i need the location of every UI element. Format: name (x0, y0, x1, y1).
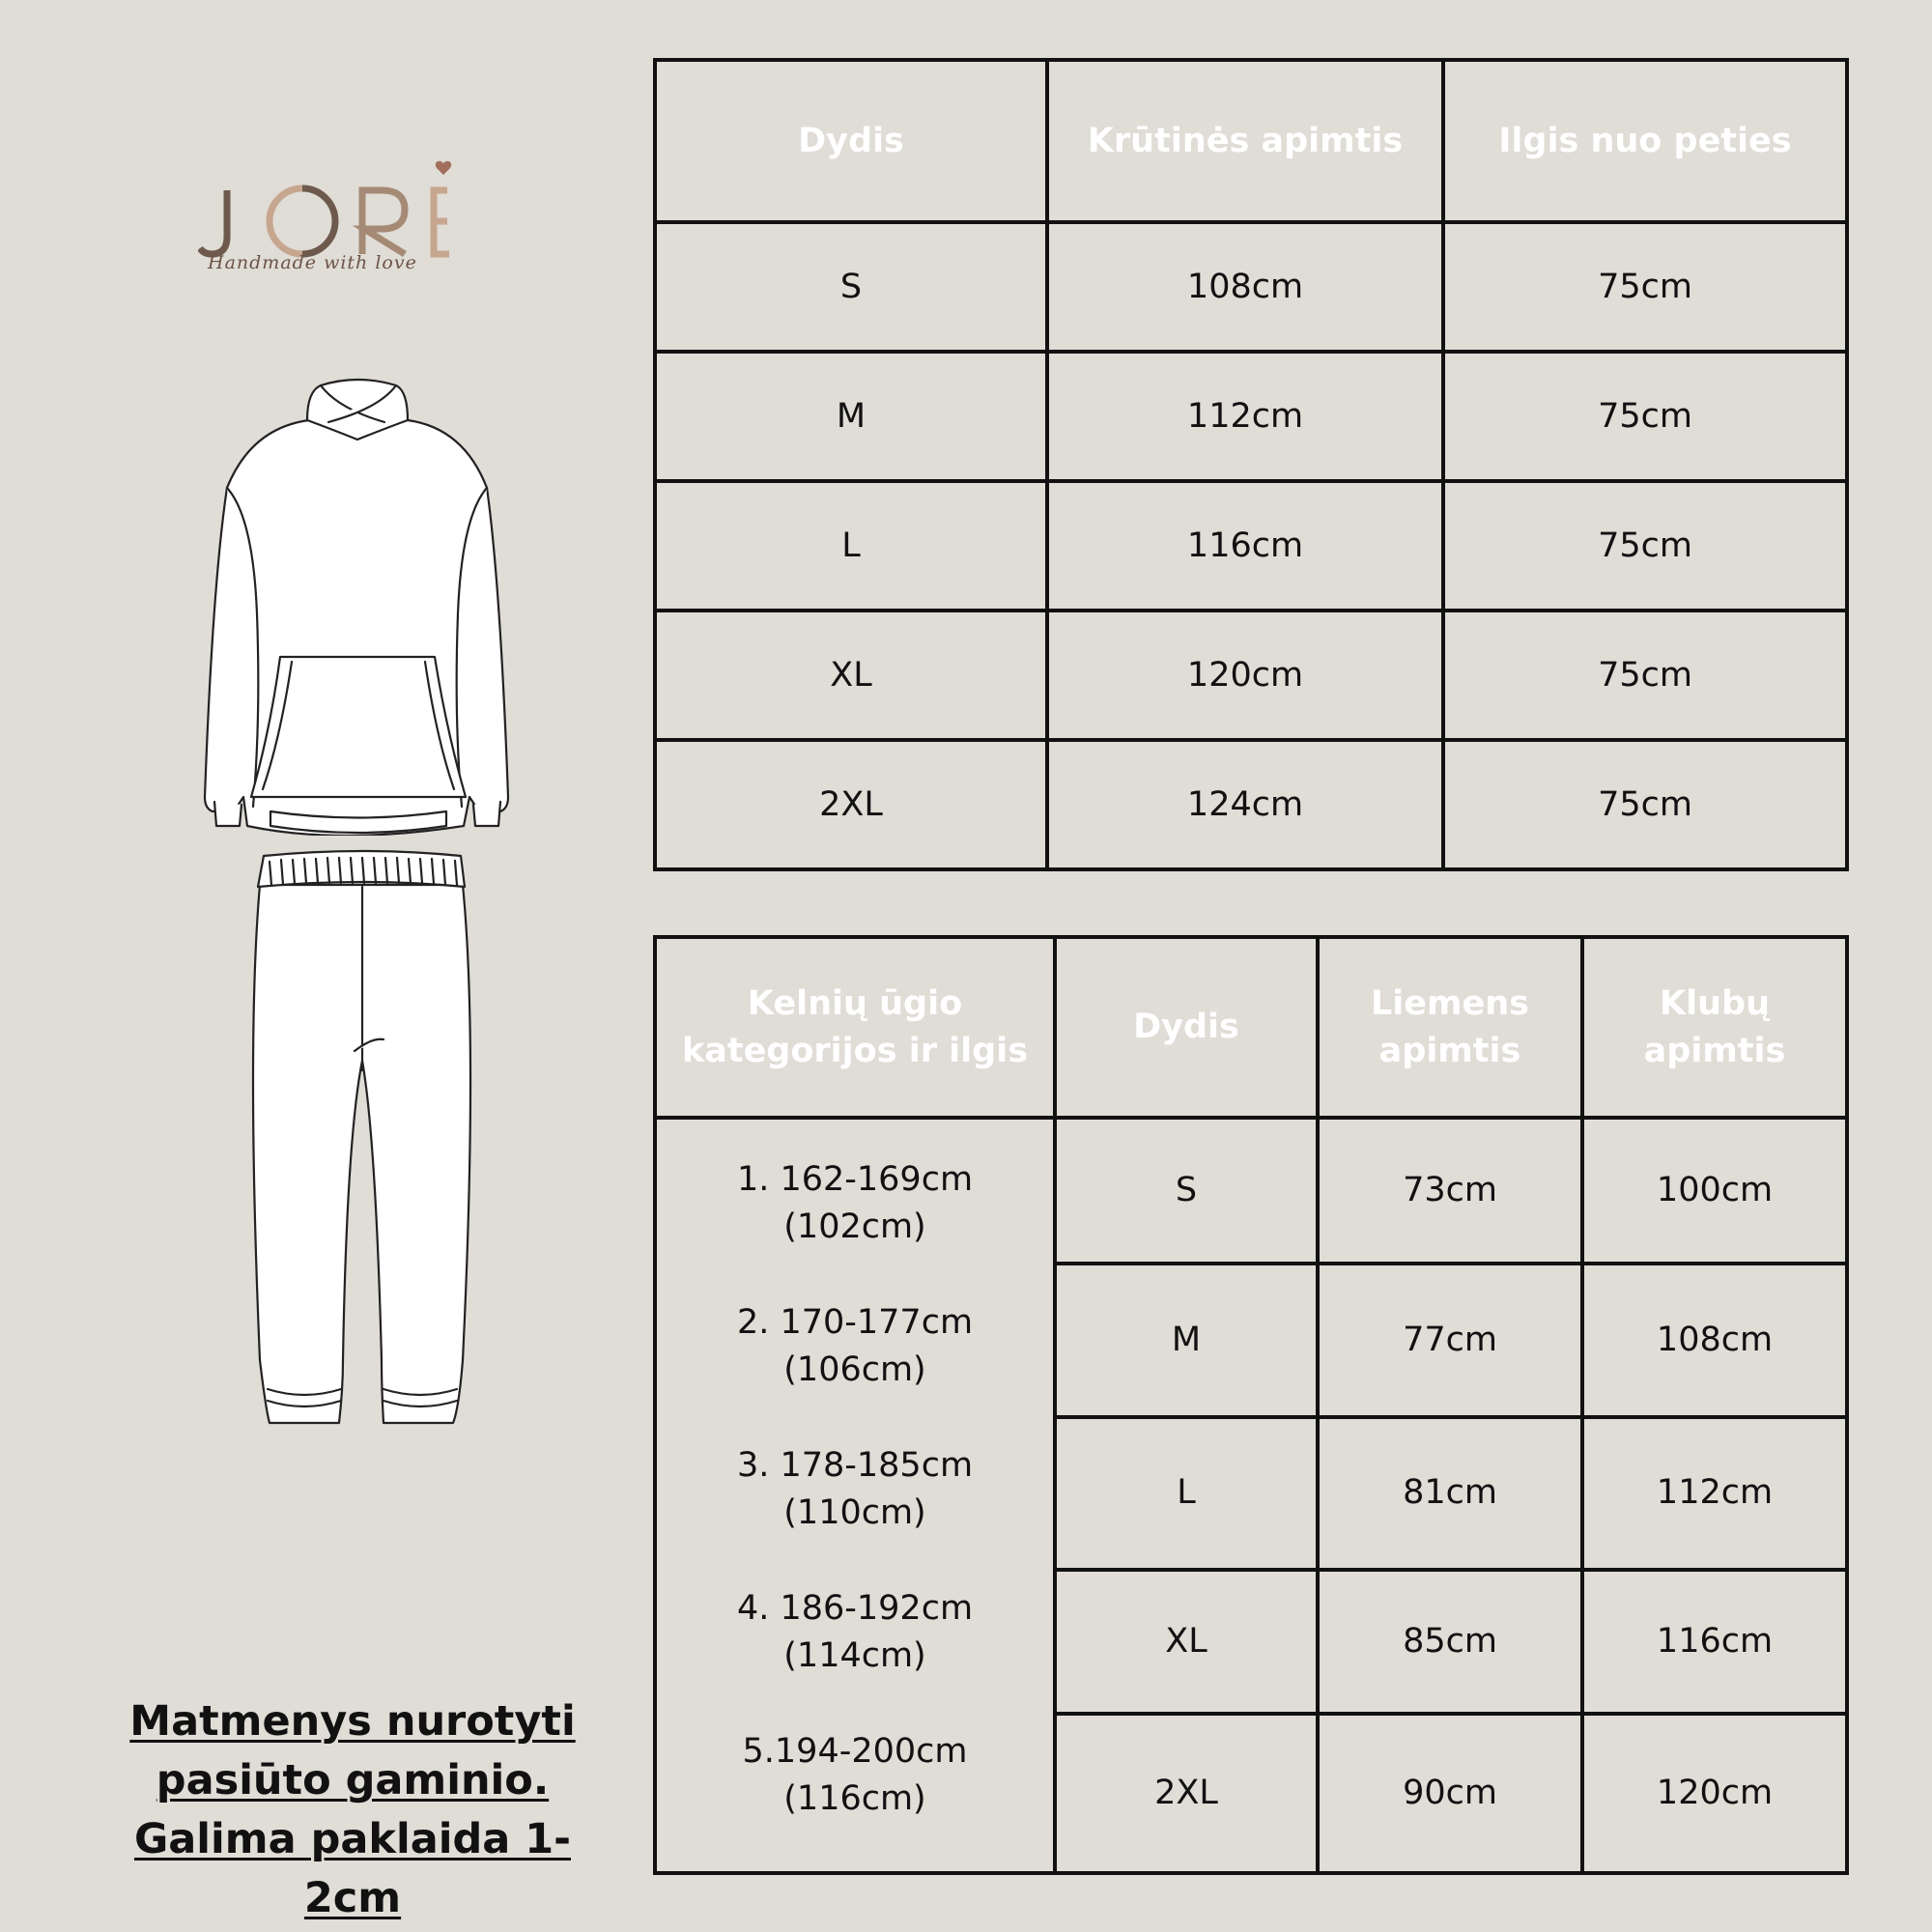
header-size (1055, 937, 1318, 1118)
table-row (655, 611, 1847, 740)
header-size: Dydis (655, 60, 1047, 222)
logo-tagline: Handmade with love (208, 252, 417, 273)
table-row (655, 481, 1847, 611)
brand-logo (198, 159, 478, 290)
logo-letter-j (200, 190, 227, 254)
table-row (655, 352, 1847, 481)
size-cell: XL (1055, 1570, 1318, 1714)
category-range: 5.194-200cm (742, 1732, 968, 1771)
hips-cell: 100cm (1582, 1118, 1847, 1264)
header-line: apimtis (1378, 1031, 1521, 1070)
length-cell: 75cm (1443, 611, 1847, 740)
hoodie-icon (193, 372, 541, 836)
category-length: (106cm) (783, 1350, 926, 1389)
waist-cell: 81cm (1318, 1417, 1582, 1570)
header-line: apimtis (1643, 1031, 1786, 1070)
header-waist (1318, 937, 1582, 1118)
hips-cell: 108cm (1582, 1264, 1847, 1417)
top-size-table (653, 58, 1849, 871)
header-hips (1582, 937, 1847, 1118)
category-range: 2. 170-177cm (736, 1303, 974, 1342)
header-line: kategorijos ir ilgis (681, 1031, 1029, 1070)
note-line: Matmenys nurotyti (129, 1697, 576, 1746)
length-cell: 75cm (1443, 352, 1847, 481)
category-item (657, 1442, 1053, 1585)
logo-wordmark (198, 159, 478, 266)
chest-cell: 112cm (1047, 352, 1443, 481)
header-line: Klubų (1659, 983, 1770, 1023)
chest-cell: 116cm (1047, 481, 1443, 611)
category-range: 1. 162-169cm (736, 1160, 974, 1199)
chest-cell: 124cm (1047, 740, 1443, 869)
hips-cell: 120cm (1582, 1714, 1847, 1873)
size-cell: M (1055, 1264, 1318, 1417)
length-cell: 75cm (1443, 481, 1847, 611)
table-row (655, 740, 1847, 869)
chest-cell: 108cm (1047, 222, 1443, 352)
size-cell: 2XL (1055, 1714, 1318, 1873)
category-length: (114cm) (783, 1636, 926, 1675)
chest-cell: 120cm (1047, 611, 1443, 740)
table-row (655, 222, 1847, 352)
table-header-row (655, 937, 1847, 1118)
waist-cell: 77cm (1318, 1264, 1582, 1417)
size-cell: L (1055, 1417, 1318, 1570)
table-header-row (655, 60, 1847, 222)
waist-cell: 85cm (1318, 1570, 1582, 1714)
logo-letter-r (362, 190, 405, 254)
size-cell: S (1055, 1118, 1318, 1264)
height-category-cell (655, 1118, 1055, 1873)
header-line: Kelnių ūgio (747, 983, 963, 1023)
category-range: 4. 186-192cm (736, 1589, 974, 1628)
note-line: Galima paklaida 1-2cm (133, 1815, 571, 1922)
bottom-size-table (653, 935, 1849, 1875)
category-length: (116cm) (783, 1779, 926, 1818)
size-cell: 2XL (655, 740, 1047, 869)
header-chest: Krūtinės apimtis (1047, 60, 1443, 222)
header-line: Dydis (1133, 1008, 1239, 1046)
size-cell: XL (655, 611, 1047, 740)
logo-letter-e (434, 190, 449, 254)
size-cell: L (655, 481, 1047, 611)
measurement-note (87, 1692, 618, 1928)
category-item (657, 1156, 1053, 1299)
hips-cell: 116cm (1582, 1570, 1847, 1714)
size-cell: S (655, 222, 1047, 352)
length-cell: 75cm (1443, 222, 1847, 352)
header-height-category (655, 937, 1055, 1118)
waist-cell: 90cm (1318, 1714, 1582, 1873)
logo-letter-o (302, 188, 335, 254)
sweatpants-icon (246, 848, 483, 1433)
header-line: Liemens (1371, 983, 1529, 1023)
category-length: (102cm) (783, 1208, 926, 1246)
category-item (657, 1728, 1053, 1871)
header-length: Ilgis nuo peties (1443, 60, 1847, 222)
hips-cell: 112cm (1582, 1417, 1847, 1570)
length-cell: 75cm (1443, 740, 1847, 869)
heart-icon (436, 161, 451, 175)
waist-cell: 73cm (1318, 1118, 1582, 1264)
category-item (657, 1299, 1053, 1442)
category-range: 3. 178-185cm (736, 1446, 974, 1485)
size-cell: M (655, 352, 1047, 481)
category-length: (110cm) (783, 1493, 926, 1532)
category-item (657, 1585, 1053, 1728)
note-line: pasiūto gaminio. (156, 1756, 550, 1804)
table-row (655, 1118, 1847, 1264)
